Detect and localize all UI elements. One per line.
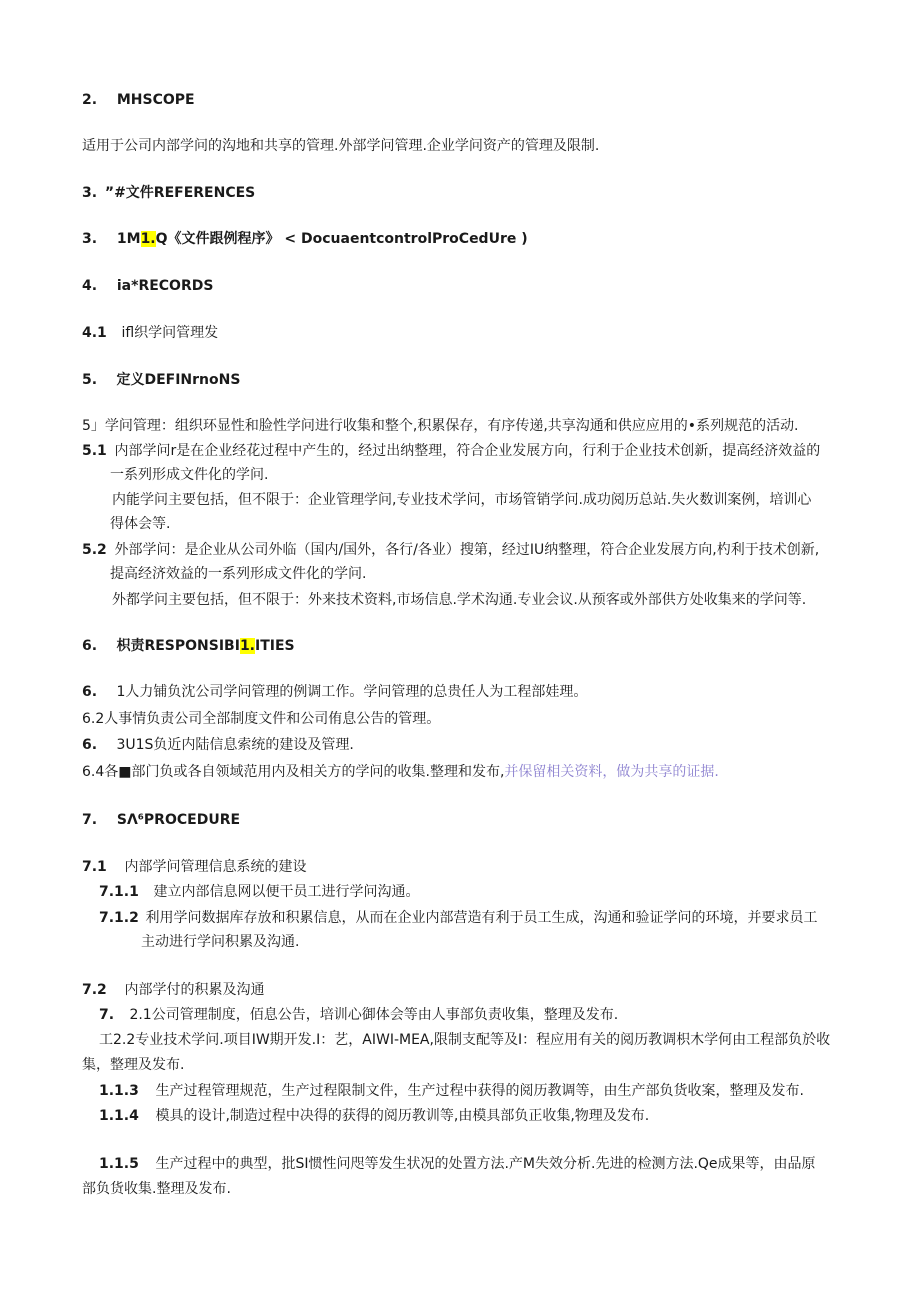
section-number: 6.	[82, 684, 98, 700]
responsibility-text-faded: 并保留相关资料，做为共享的证据.	[504, 764, 719, 780]
section-number: 2.	[82, 92, 98, 108]
definition-text-continued: 得体会等.	[110, 516, 171, 532]
definition-text-continued: 内能学问主要包括，但不限于：企业管理学问,专业技术学问，市场管销学问.成功阅历总站.失火数训案例，培训心	[112, 492, 812, 508]
section-number: 6.	[82, 737, 98, 753]
highlighted-text: 1.	[239, 638, 255, 654]
section-number: 7.1.2	[99, 910, 139, 926]
definition-text-continued: 一系列形成文件化的学问.	[110, 467, 269, 483]
responsibility-text: 1人力铺负沈公司学问管理的例调工作。学问管理的总贵任人为工程部娃理。	[116, 684, 588, 700]
definition-knowledge-management: 5」学问管理：组织环显性和脸性学问进行收集和整个,积累保存，有序传递,共享沟通和供应应用的•系列规范的活动.	[82, 418, 799, 434]
procedure-heading	[82, 980, 264, 1000]
procedure-item	[99, 1005, 618, 1025]
section-title-suffix: ITIES	[255, 638, 295, 654]
section-2-heading	[82, 90, 195, 110]
section-title: 枳责RESPONSIBI	[116, 638, 240, 654]
section-number: 6.	[82, 638, 98, 654]
definition-external-knowledge	[82, 540, 819, 560]
definition-text-continued: 提高经济效益的一系列形成文件化的学问.	[110, 566, 367, 582]
responsibility-text: 6.4各■部门负或各自领域范用内及相关方的学问的收集.整理和发布,	[82, 764, 505, 780]
procedure-item	[99, 908, 817, 928]
responsibility-item	[82, 762, 719, 782]
procedure-item	[99, 1106, 649, 1126]
section-5-heading	[82, 370, 240, 390]
procedure-item	[99, 882, 419, 902]
procedure-text-continued: 集，整理及发布.	[82, 1057, 185, 1073]
section-title: 定义DEFINrnoNS	[116, 372, 241, 388]
reference-prefix: 1M	[116, 231, 141, 247]
procedure-heading	[82, 857, 306, 877]
procedure-text: 2.1公司管理制度，佰息公告，培训心御体会等由人事部负责收集，整理及发布.	[129, 1007, 619, 1023]
reference-item	[82, 229, 528, 249]
section-number: 5.1	[82, 443, 107, 459]
section-number: 7.	[82, 812, 98, 828]
procedure-title: 内部学付的积累及沟通	[124, 982, 265, 998]
definition-text: 内部学问r是在企业经花过程中产生的，经过出纳整理，符合企业发展方向，行利于企业技术创新，提高经济效益的	[114, 443, 821, 459]
section-number: 1.1.4	[99, 1108, 139, 1124]
section-number: 7.1	[82, 859, 107, 875]
section-number: 3.	[82, 185, 98, 201]
section-6-heading	[82, 636, 295, 656]
definition-text-continued: 外都学问主要包括，但不限于：外来技术资料,市场信息.学术沟通.专业会议.从预客或外部供方处收集来的学问等.	[112, 592, 807, 608]
section-title: ia*RECORDS	[116, 278, 214, 294]
record-text: ifl织学问管理发	[121, 325, 219, 341]
procedure-item: 工2.2专业技术学问.项目IW期开发.I：艺，AIWI-MEA,限制支配等及I：程应用有关的阅历教调枳木学何由工程部负於收	[99, 1032, 831, 1048]
section-number: 7.	[99, 1007, 115, 1023]
procedure-text: 模具的设计,制造过程中决得的获得的阅历教训等,由模具部负正收集,物理及发布.	[155, 1108, 650, 1124]
procedure-title: 内部学问管理信息系统的建设	[124, 859, 307, 875]
procedure-text: 建立内部信息网以便干员工进行学问沟通。	[153, 884, 420, 900]
section-4-heading	[82, 276, 213, 296]
section-title: SΛ⁶PROCEDURE	[116, 812, 241, 828]
section-number: 4.	[82, 278, 98, 294]
reference-text: Q《文件跟例程序》 < DocuaentcontrolProCedUre )	[155, 231, 528, 247]
highlighted-text: 1.	[140, 231, 156, 247]
section-3-heading	[82, 183, 255, 203]
procedure-item	[99, 1081, 804, 1101]
scope-paragraph: 适用于公司内部学问的沟地和共享的管理.外部学问管理.企业学问资产的管理及限制.	[82, 138, 600, 154]
section-number: 1.1.3	[99, 1083, 139, 1099]
section-number: 7.1.1	[99, 884, 139, 900]
responsibility-item	[82, 735, 354, 755]
section-number: 5.2	[82, 542, 107, 558]
responsibility-text: 3U1S负近内陆信息索统的建设及管理.	[116, 737, 354, 753]
definition-internal-knowledge	[82, 441, 820, 461]
procedure-text-continued: 主动进行学问积累及沟通.	[141, 934, 300, 950]
procedure-text: 生产过程中的典型，批SI惯性问咫等发生状况的处置方法.产M失效分析.先进的检测方法.Qe成果等，由品原	[155, 1156, 816, 1172]
section-title: MHSCOPE	[116, 92, 195, 108]
section-number: 4.1	[82, 325, 107, 341]
responsibility-item	[82, 682, 587, 702]
section-number: 1.1.5	[99, 1156, 139, 1172]
procedure-item	[99, 1154, 816, 1174]
section-number: 3.	[82, 231, 98, 247]
responsibility-item: 6.2人事情负责公司全部制度文件和公司侑息公告的管理。	[82, 711, 441, 727]
record-item	[82, 323, 218, 343]
section-title: ”#文件REFERENCES	[104, 185, 256, 201]
definition-text: 外部学问：是企业从公司外临（国内/国外，各行/各业）搜第，经过IU纳整理，符合企业发展方向,杓利于技术创新,	[114, 542, 820, 558]
section-number: 7.2	[82, 982, 107, 998]
procedure-text-continued: 部负货收集.整理及发布.	[82, 1181, 231, 1197]
section-number: 5.	[82, 372, 98, 388]
procedure-text: 利用学问数据库存放和积累信息，从而在企业内部营造有利于员工生成，沟通和验证学问的环境，并要求员工	[145, 910, 818, 926]
procedure-text: 生产过程管理规范，生产过程限制文件，生产过程中获得的阅历教调等，由生产部负货收案，整理及发布.	[155, 1083, 804, 1099]
section-7-heading	[82, 810, 240, 830]
